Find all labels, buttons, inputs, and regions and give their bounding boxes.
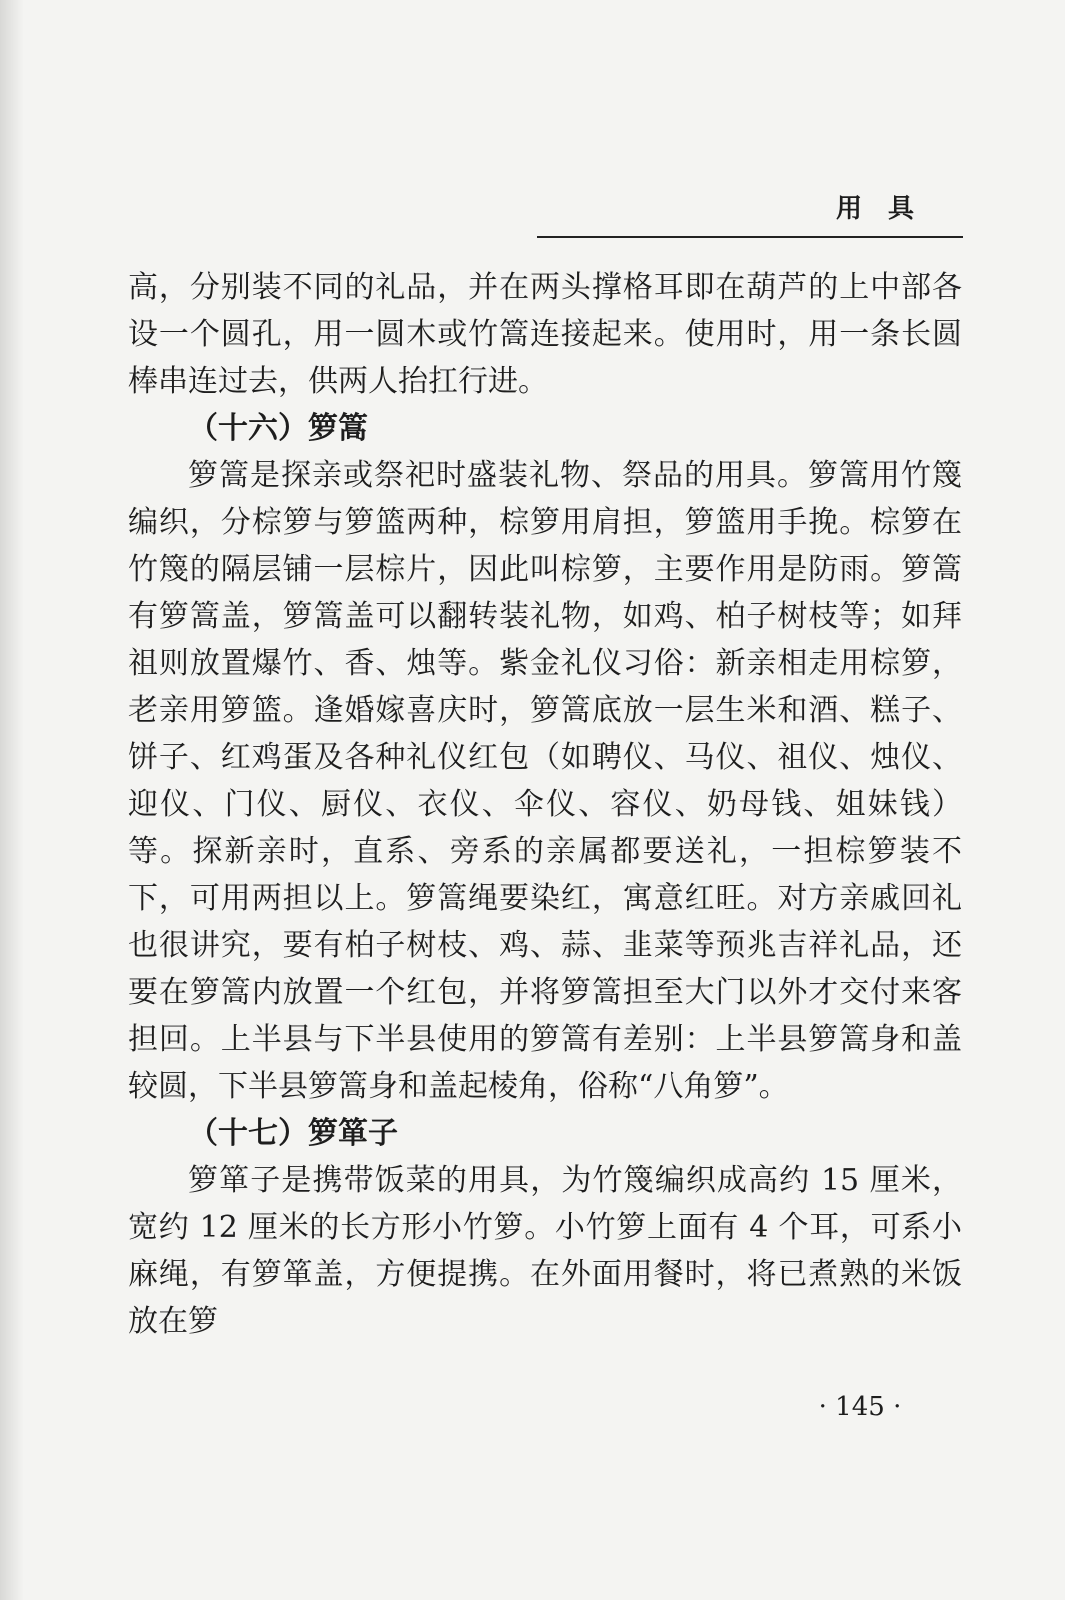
page-number: · 145 · (818, 1392, 902, 1422)
running-head: 用具 (835, 194, 940, 224)
section-17-paragraph: 箩箪子是携带饭菜的用具，为竹篾编织成高约 15 厘米，宽约 12 厘米的长方形小竹箩。小竹箩上面有 4 个耳，可系小麻绳，有箩箪盖，方便提携。在外面用餐时，将已煮熟的米饭放在箩 (128, 1163, 962, 1339)
continued-paragraph: 高，分别装不同的礼品，并在两头撑格耳即在葫芦的上中部各设一个圆孔，用一圆木或竹篙连接起来。使用时，用一条长圆棒串连过去，供两人抬扛行进。 (128, 270, 962, 399)
header-rule (537, 236, 963, 238)
section-16-heading: （十六）箩篙 (188, 411, 368, 446)
scan-shadow-edge (0, 0, 24, 1600)
section-16-paragraph: 箩篙是探亲或祭祀时盛装礼物、祭品的用具。箩篙用竹篾编织，分棕箩与箩篮两种，棕箩用肩担，箩篮用手挽。棕箩在竹篾的隔层铺一层棕片，因此叫棕箩，主要作用是防雨。箩篙有箩篙盖，箩篙盖可以翻转装礼物，如鸡、柏子树枝等；如拜祖则放置爆竹、香、烛等。紫金礼仪习俗：新亲相走用棕箩，老亲用箩篮。逢婚嫁喜庆时，箩篙底放一层生米和酒、糕子、饼子、红鸡蛋及各种礼仪红包（如聘仪、马仪、祖仪、烛仪、迎仪、门仪、厨仪、衣仪、伞仪、容仪、奶母钱、姐妹钱）等。探新亲时，直系、旁系的亲属都要送礼，一担棕箩装不下，可用两担以上。箩篙绳要染红，寓意红旺。对方亲戚回礼也很讲究，要有柏子树枝、鸡、蒜、韭菜等预兆吉祥礼品，还要在箩篙内放置一个红包，并将箩篙担至大门以外才交付来客担回。上半县与下半县使用的箩篙有差别：上半县箩篙身和盖较圆，下半县箩篙身和盖起棱角，俗称“八角箩”。 (128, 458, 962, 1104)
body-text (128, 264, 962, 1345)
section-17-heading: （十七）箩箪子 (188, 1116, 398, 1151)
